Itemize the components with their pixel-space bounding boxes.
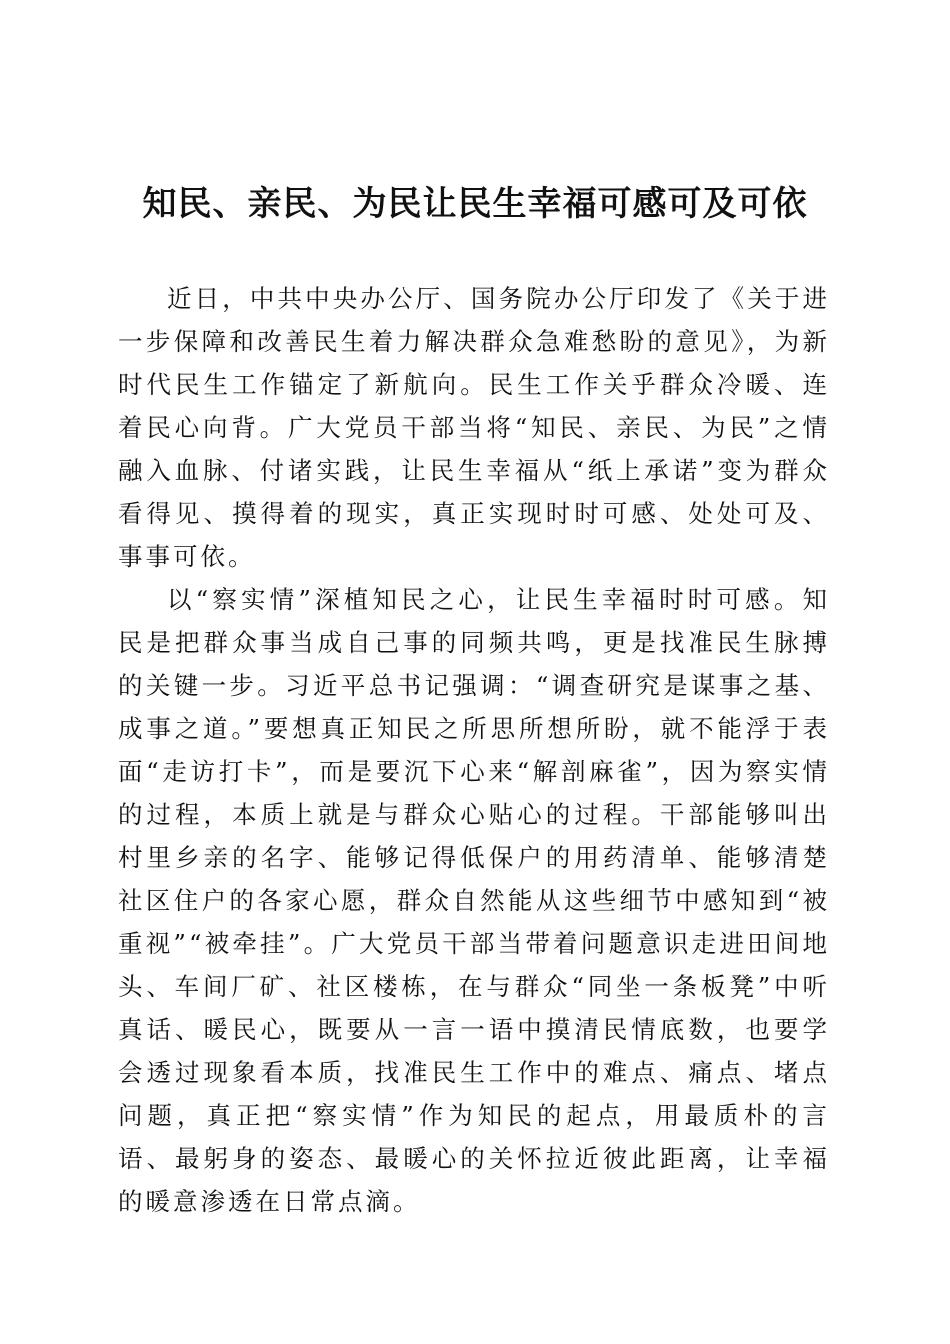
body-paragraph-1: 近日，中共中央办公厅、国务院办公厅印发了《关于进一步保障和改善民生着力解决群众急难愁盼的意见》，为新时代民生工作锚定了新航向。民生工作关乎群众冷暖、连着民心向背。广大党员干部当将“知民、亲民、为民”之情融入血脉、付诸实践，让民生幸福从“纸上承诺”变为群众看得见、摸得着的现实，真正实现时时可感、处处可及、事事可依。 (118, 284, 830, 571)
document-body (118, 277, 830, 1223)
document-title: 知民、亲民、为民让民生幸福可感可及可依 (142, 184, 808, 224)
body-paragraph-2: 以“察实情”深植知民之心，让民生幸福时时可感。知民是把群众事当成自己事的同频共鸣，更是找准民生脉搏的关键一步。习近平总书记强调：“调查研究是谋事之基、成事之道。”要想真正知民之所思所想所盼，就不能浮于表面“走访打卡”，而是要沉下心来“解剖麻雀”，因为察实情的过程，本质上就是与群众心贴心的过程。干部能够叫出村里乡亲的名字、能够记得低保户的用药清单、能够清楚社区住户的各家心愿，群众自然能从这些细节中感知到“被重视”“被牵挂”。广大党员干部当带着问题意识走进田间地头、车间厂矿、社区楼栋，在与群众“同坐一条板凳”中听真话、暖民心，既要从一言一语中摸清民情底数，也要学会透过现象看本质，找准民生工作中的难点、痛点、堵点问题，真正把“察实情”作为知民的起点，用最质朴的言语、最躬身的姿态、最暖心的关怀拉近彼此距离，让幸福的暖意渗透在日常点滴。 (118, 585, 830, 1216)
